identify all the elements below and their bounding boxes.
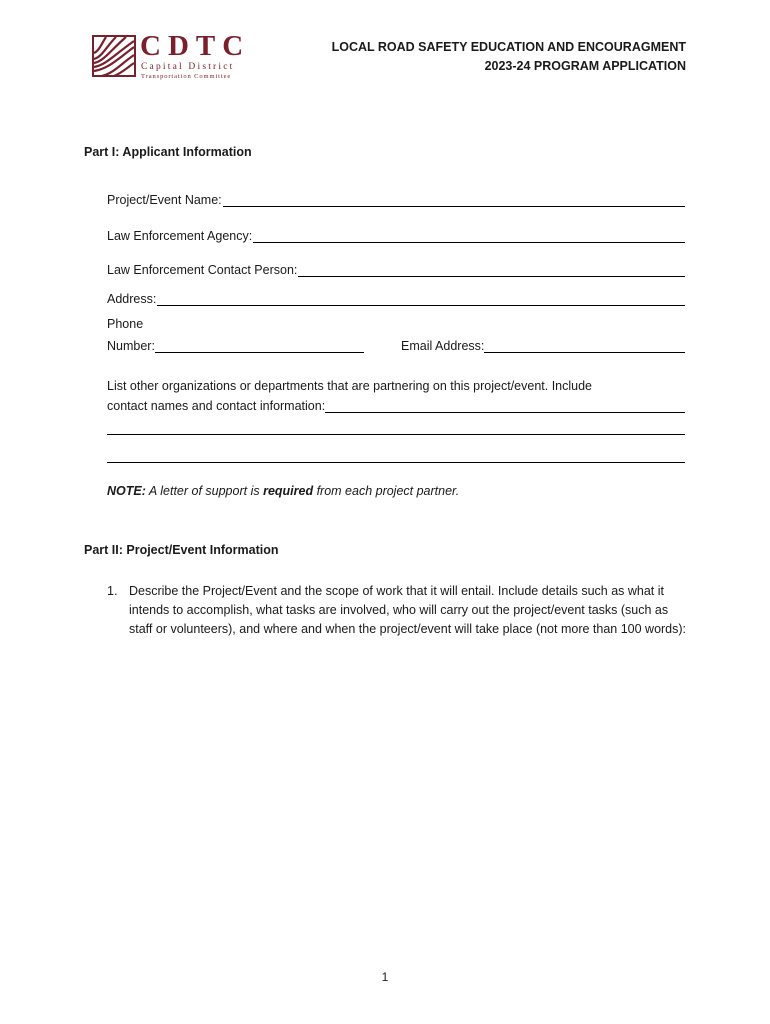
cdtc-logo	[92, 30, 252, 80]
address-field[interactable]	[107, 288, 685, 306]
email-label: Email Address:	[401, 339, 485, 353]
partners-field[interactable]	[107, 395, 685, 413]
project-name-line[interactable]	[223, 193, 685, 207]
address-label: Address:	[107, 292, 157, 306]
phone-line[interactable]	[155, 339, 364, 353]
logo-subtitle-1: Capital District	[141, 62, 235, 72]
contact-person-line[interactable]	[298, 263, 685, 277]
document-subtitle: 2023-24 PROGRAM APPLICATION	[484, 59, 686, 73]
note-mid: A letter of support is	[145, 484, 264, 498]
agency-line[interactable]	[253, 229, 685, 243]
note-prefix: NOTE:	[107, 484, 146, 498]
phone-label-line-1: Phone	[107, 317, 144, 331]
document-title: LOCAL ROAD SAFETY EDUCATION AND ENCOURAGMENT	[331, 40, 686, 54]
road-lines-logo-icon	[92, 35, 136, 77]
project-name-label: Project/Event Name:	[107, 193, 222, 207]
part-1-heading: Part I: Applicant Information	[84, 145, 252, 159]
email-field[interactable]	[401, 335, 685, 353]
partners-label: contact names and contact information:	[107, 399, 326, 413]
note-required: required	[263, 484, 314, 498]
question-1-number: 1.	[107, 584, 118, 598]
contact-person-label: Law Enforcement Contact Person:	[107, 263, 298, 277]
partners-line-2[interactable]	[107, 434, 685, 435]
agency-field[interactable]	[107, 225, 685, 243]
contact-person-field[interactable]	[107, 259, 685, 277]
note-suffix: from each project partner.	[313, 484, 460, 498]
phone-field[interactable]	[107, 335, 364, 353]
partners-line-3[interactable]	[107, 462, 685, 463]
logo-subtitle-2: Transportation Committee	[141, 73, 232, 80]
partners-instruction: List other organizations or departments that are partnering on this project/event. Include	[107, 379, 593, 393]
question-1-text: Describe the Project/Event and the scope of work that it will entail. Include details such as what it intends to accomplish, what tasks are involved, who will carry out the project/event tasks (such as staff or volunteers), and where and when the project/event will take place (not more than 100 words):	[129, 584, 687, 636]
phone-label-line-2: Number:	[107, 339, 155, 353]
project-name-field[interactable]	[107, 189, 685, 207]
email-line[interactable]	[484, 339, 685, 353]
partners-line-1[interactable]	[325, 399, 685, 413]
support-letter-note	[107, 484, 459, 498]
address-line[interactable]	[157, 292, 685, 306]
agency-label: Law Enforcement Agency:	[107, 229, 253, 243]
question-1	[107, 582, 687, 639]
page-number: 1	[381, 970, 389, 984]
part-2-heading: Part II: Project/Event Information	[84, 543, 279, 557]
logo-wordmark: CDTC	[140, 30, 251, 62]
